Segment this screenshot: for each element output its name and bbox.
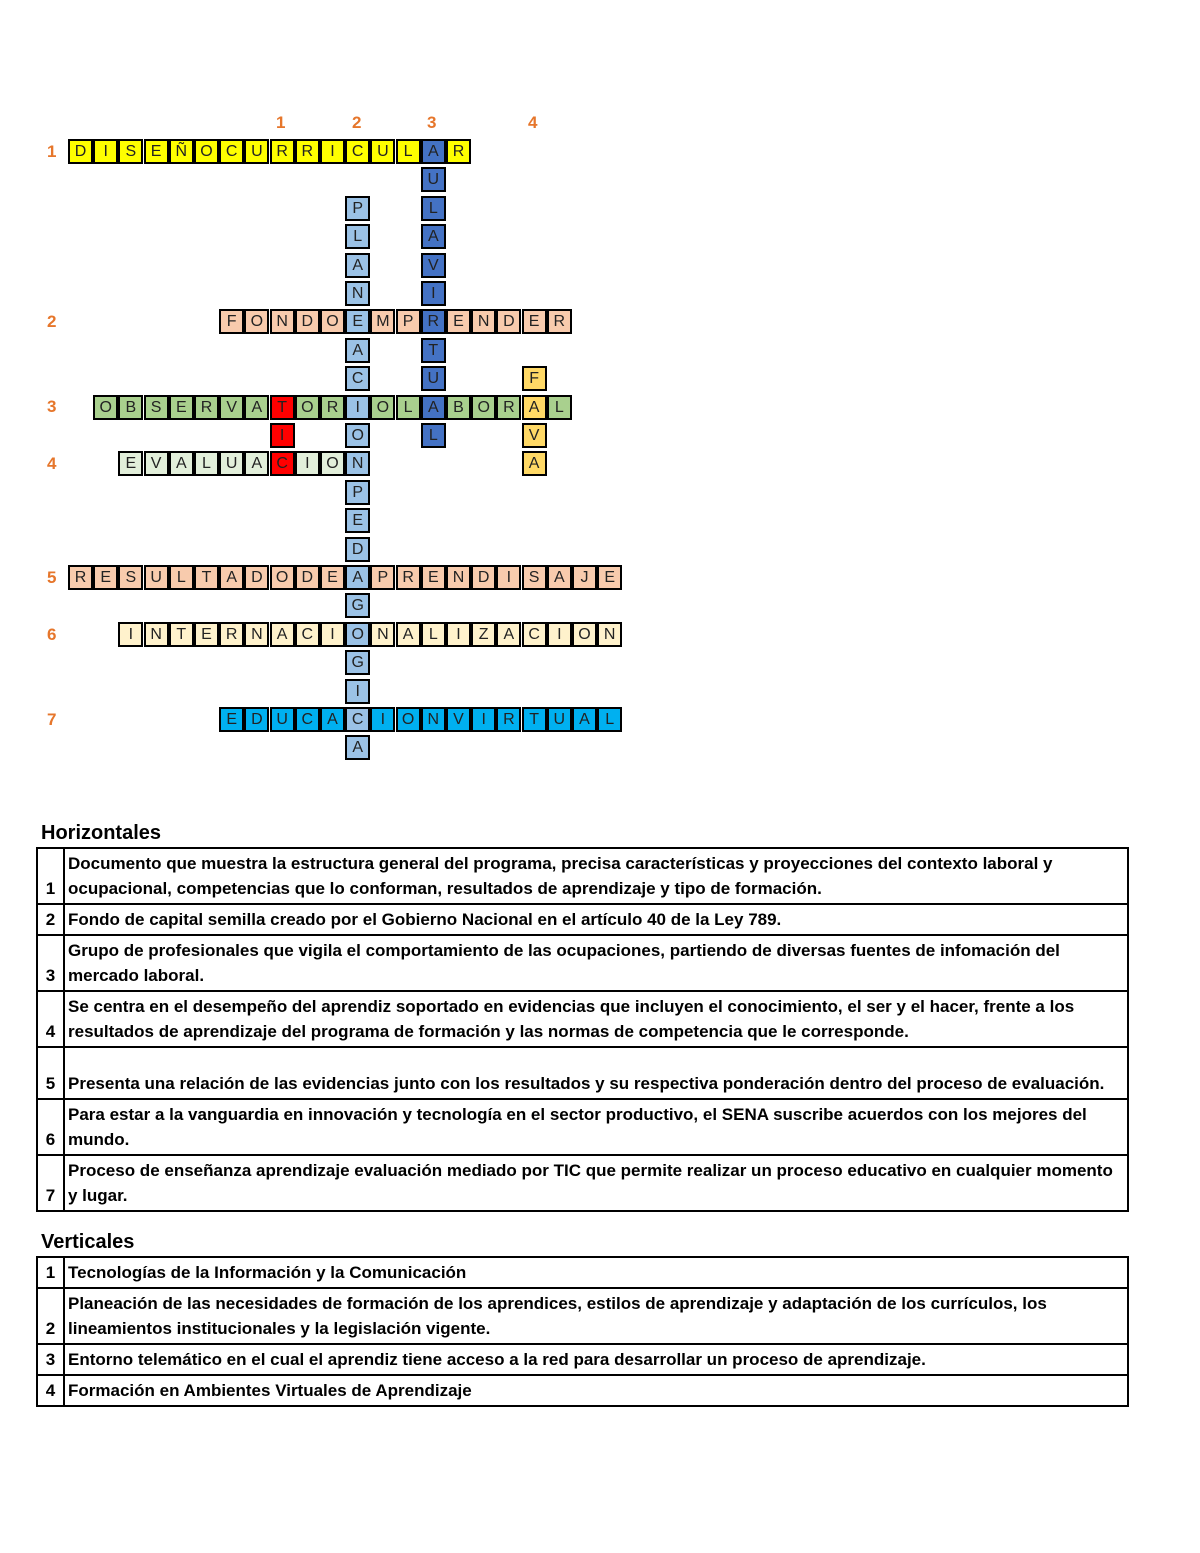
crossword-cell-v3: A <box>421 395 446 420</box>
crossword-cell-v2: E <box>345 508 370 533</box>
crossword-cell-v3: L <box>421 423 446 448</box>
row-number-6: 6 <box>47 625 57 644</box>
crossword-cell-h6: C <box>522 622 547 647</box>
clue-row <box>37 935 1128 991</box>
crossword-cell-h5: P <box>370 565 395 590</box>
clue-row <box>37 1257 1128 1288</box>
crossword-cell-v2: A <box>345 735 370 760</box>
crossword-cell-h4: L <box>194 451 219 476</box>
crossword-cell-h7: U <box>547 707 572 732</box>
crossword-cell-v2: I <box>345 395 370 420</box>
crossword-cell-h1: U <box>244 139 269 164</box>
crossword-cell-v2: N <box>345 451 370 476</box>
clue-text: Planeación de las necesidades de formación de los aprendices, estilos de aprendizaje y adaptación de los currículos, los lineamientos institucionales y la legislación vigente. <box>64 1288 1128 1344</box>
crossword-cell-h3: O <box>93 395 118 420</box>
clue-row <box>37 991 1128 1047</box>
verticales-table <box>36 1256 1129 1407</box>
crossword-cell-v3: U <box>421 366 446 391</box>
crossword-cell-v3: U <box>421 167 446 192</box>
crossword-cell-v4: V <box>522 423 547 448</box>
crossword-cell-v1: T <box>270 395 295 420</box>
crossword-cell-h6: L <box>421 622 446 647</box>
crossword-cell-h2: D <box>496 309 521 334</box>
crossword-cell-h6: N <box>597 622 622 647</box>
crossword-cell-h7: L <box>597 707 622 732</box>
crossword-cell-h1: C <box>345 139 370 164</box>
crossword-cell-v2: O <box>345 622 370 647</box>
crossword-cell-v3: T <box>421 338 446 363</box>
clue-text: Presenta una relación de las evidencias junto con los resultados y su respectiva ponderación dentro del proceso de evaluación. <box>64 1047 1128 1099</box>
clue-text: Fondo de capital semilla creado por el Gobierno Nacional en el artículo 40 de la Ley 789. <box>64 904 1128 935</box>
clue-text: Formación en Ambientes Virtuales de Aprendizaje <box>64 1375 1128 1406</box>
crossword-cell-h5: I <box>496 565 521 590</box>
crossword-cell-h5: D <box>471 565 496 590</box>
crossword-cell-h6: I <box>547 622 572 647</box>
row-number-3: 3 <box>47 397 57 416</box>
crossword-cell-h5: L <box>169 565 194 590</box>
crossword-cell-v1: C <box>270 451 295 476</box>
crossword-cell-h6: N <box>144 622 169 647</box>
crossword-cell-h2: O <box>320 309 345 334</box>
clue-row <box>37 1047 1128 1099</box>
col-number-4: 4 <box>528 113 538 132</box>
horizontales-title: Horizontales <box>41 822 162 844</box>
crossword-cell-v3: V <box>421 253 446 278</box>
col-number-1: 1 <box>276 113 286 132</box>
crossword-cell-h7: V <box>446 707 471 732</box>
crossword-cell-h1: R <box>270 139 295 164</box>
crossword-cell-v1: I <box>270 423 295 448</box>
crossword-cell-h3: R <box>496 395 521 420</box>
clue-number: 1 <box>37 1257 64 1288</box>
crossword-cell-h4: O <box>320 451 345 476</box>
crossword-cell-h1: R <box>446 139 471 164</box>
clue-row <box>37 1288 1128 1344</box>
clue-text: Tecnologías de la Información y la Comunicación <box>64 1257 1128 1288</box>
crossword-cell-h5: A <box>219 565 244 590</box>
col-number-3: 3 <box>427 113 437 132</box>
crossword-cell-h1: I <box>320 139 345 164</box>
clue-number: 3 <box>37 1344 64 1375</box>
crossword-cell-v3: A <box>421 139 446 164</box>
crossword-cell-h2: E <box>522 309 547 334</box>
crossword-cell-h4: I <box>295 451 320 476</box>
crossword-cell-h1: R <box>295 139 320 164</box>
clue-number: 2 <box>37 1288 64 1344</box>
crossword-cell-h1: I <box>93 139 118 164</box>
clue-number: 4 <box>37 991 64 1047</box>
crossword-cell-h5: O <box>270 565 295 590</box>
clue-text: Entorno telemático en el cual el aprendiz tiene acceso a la red para desarrollar un proceso de aprendizaje. <box>64 1344 1128 1375</box>
col-number-2: 2 <box>352 113 362 132</box>
crossword-cell-v2: I <box>345 679 370 704</box>
crossword-cell-h3: R <box>320 395 345 420</box>
crossword-cell-h7: D <box>244 707 269 732</box>
crossword-cell-h7: R <box>496 707 521 732</box>
crossword-cell-h5: R <box>68 565 93 590</box>
crossword-cell-h3: B <box>446 395 471 420</box>
crossword-cell-h5: D <box>295 565 320 590</box>
clue-text: Se centra en el desempeño del aprendiz soportado en evidencias que incluyen el conocimiento, el ser y el hacer, frente a los resultados de aprendizaje del programa de formación y las normas de competencia que le corresponde. <box>64 991 1128 1047</box>
row-number-2: 2 <box>47 312 57 331</box>
clue-row <box>37 1344 1128 1375</box>
crossword-cell-h5: E <box>93 565 118 590</box>
row-number-5: 5 <box>47 568 57 587</box>
crossword-cell-h3: L <box>396 395 421 420</box>
crossword-cell-h5: E <box>597 565 622 590</box>
crossword-cell-v2: C <box>345 707 370 732</box>
crossword-cell-h7: U <box>270 707 295 732</box>
crossword-cell-h5: A <box>547 565 572 590</box>
crossword-cell-v2: A <box>345 253 370 278</box>
crossword-cell-v3: A <box>421 224 446 249</box>
clue-number: 5 <box>37 1047 64 1099</box>
crossword-cell-h5: S <box>118 565 143 590</box>
crossword-cell-h7: O <box>396 707 421 732</box>
crossword-cell-v3: R <box>421 309 446 334</box>
clue-text: Documento que muestra la estructura general del programa, precisa características y proyecciones del contexto laboral y ocupacional, competencias que lo conforman, resultados de aprendizaje y tipo de formación. <box>64 848 1128 904</box>
crossword-cell-h3: A <box>244 395 269 420</box>
clue-number: 3 <box>37 935 64 991</box>
crossword-cell-h5: E <box>320 565 345 590</box>
crossword-cell-h3: O <box>471 395 496 420</box>
crossword-cell-h6: A <box>270 622 295 647</box>
crossword-cell-v3: I <box>421 281 446 306</box>
clue-number: 4 <box>37 1375 64 1406</box>
crossword-cell-v3: L <box>421 196 446 221</box>
crossword-cell-v4: A <box>522 395 547 420</box>
clue-text: Grupo de profesionales que vigila el comportamiento de las ocupaciones, partiendo de diversas fuentes de infomación del mercado laboral. <box>64 935 1128 991</box>
row-number-1: 1 <box>47 142 57 161</box>
crossword-cell-h4: V <box>144 451 169 476</box>
crossword-cell-h4: A <box>244 451 269 476</box>
crossword-cell-v2: O <box>345 423 370 448</box>
crossword-cell-h7: E <box>219 707 244 732</box>
clue-text: Para estar a la vanguardia en innovación y tecnología en el sector productivo, el SENA suscribe acuerdos con los mejores del mundo. <box>64 1099 1128 1155</box>
crossword-cell-h4: A <box>169 451 194 476</box>
crossword-cell-h7: T <box>522 707 547 732</box>
crossword-cell-h7: N <box>421 707 446 732</box>
crossword-cell-v2: C <box>345 366 370 391</box>
clue-row <box>37 848 1128 904</box>
crossword-cell-v2: P <box>345 480 370 505</box>
crossword-cell-v2: P <box>345 196 370 221</box>
row-number-7: 7 <box>47 710 57 729</box>
crossword-cell-h6: E <box>194 622 219 647</box>
crossword-cell-h5: D <box>244 565 269 590</box>
crossword-cell-h1: Ñ <box>169 139 194 164</box>
crossword-cell-h2: M <box>370 309 395 334</box>
crossword-cell-v2: G <box>345 650 370 675</box>
crossword-cell-h3: S <box>144 395 169 420</box>
clue-text: Proceso de enseñanza aprendizaje evaluación mediado por TIC que permite realizar un proceso educativo en cualquier momento y lugar. <box>64 1155 1128 1211</box>
crossword-cell-h1: O <box>194 139 219 164</box>
crossword-cell-h6: A <box>396 622 421 647</box>
crossword-cell-h6: Z <box>471 622 496 647</box>
crossword-cell-h2: N <box>471 309 496 334</box>
clue-number: 2 <box>37 904 64 935</box>
row-number-4: 4 <box>47 454 57 473</box>
crossword-cell-h6: T <box>169 622 194 647</box>
clue-number: 6 <box>37 1099 64 1155</box>
crossword-cell-h6: I <box>118 622 143 647</box>
clue-number: 7 <box>37 1155 64 1211</box>
crossword-cell-h1: E <box>144 139 169 164</box>
crossword-cell-v4: F <box>522 366 547 391</box>
crossword-cell-h5: S <box>522 565 547 590</box>
crossword-cell-h3: O <box>295 395 320 420</box>
crossword-cell-h7: A <box>320 707 345 732</box>
crossword-cell-h5: J <box>572 565 597 590</box>
crossword-cell-h3: L <box>547 395 572 420</box>
crossword-cell-h2: D <box>295 309 320 334</box>
crossword-cell-h1: D <box>68 139 93 164</box>
crossword-cell-v2: E <box>345 309 370 334</box>
crossword-cell-h2: E <box>446 309 471 334</box>
crossword-cell-h4: E <box>118 451 143 476</box>
crossword-cell-h7: C <box>295 707 320 732</box>
crossword-cell-h7: I <box>471 707 496 732</box>
crossword-cell-h5: U <box>144 565 169 590</box>
crossword-cell-h1: S <box>118 139 143 164</box>
crossword-cell-v2: A <box>345 565 370 590</box>
clue-row <box>37 904 1128 935</box>
clue-row <box>37 1099 1128 1155</box>
crossword-cell-h6: N <box>244 622 269 647</box>
verticales-title: Verticales <box>41 1231 135 1253</box>
crossword-cell-h2: N <box>270 309 295 334</box>
crossword-cell-v2: A <box>345 338 370 363</box>
clue-row <box>37 1375 1128 1406</box>
crossword-cell-h3: O <box>370 395 395 420</box>
crossword-cell-v4: A <box>522 451 547 476</box>
crossword-cell-h6: R <box>219 622 244 647</box>
crossword-cell-h3: R <box>194 395 219 420</box>
crossword-cell-h2: O <box>244 309 269 334</box>
crossword-cell-v2: G <box>345 593 370 618</box>
crossword-cell-h5: T <box>194 565 219 590</box>
horizontales-table <box>36 847 1129 1212</box>
crossword-cell-h6: C <box>295 622 320 647</box>
crossword-cell-h5: E <box>421 565 446 590</box>
crossword-cell-h7: A <box>572 707 597 732</box>
crossword-cell-h2: F <box>219 309 244 334</box>
crossword-cell-v2: N <box>345 281 370 306</box>
clue-number: 1 <box>37 848 64 904</box>
crossword-cell-h3: V <box>219 395 244 420</box>
crossword-cell-h6: I <box>320 622 345 647</box>
crossword-cell-h1: C <box>219 139 244 164</box>
crossword-cell-h2: P <box>396 309 421 334</box>
crossword-cell-h6: I <box>446 622 471 647</box>
clue-row <box>37 1155 1128 1211</box>
crossword-cell-h6: N <box>370 622 395 647</box>
crossword-cell-h6: A <box>496 622 521 647</box>
crossword-cell-h4: U <box>219 451 244 476</box>
crossword-cell-h1: L <box>396 139 421 164</box>
crossword-cell-h5: N <box>446 565 471 590</box>
crossword-cell-v2: D <box>345 537 370 562</box>
crossword-cell-v2: L <box>345 224 370 249</box>
crossword-cell-h6: O <box>572 622 597 647</box>
crossword-cell-h5: R <box>396 565 421 590</box>
crossword-cell-h3: B <box>118 395 143 420</box>
crossword-cell-h7: I <box>370 707 395 732</box>
crossword-cell-h1: U <box>370 139 395 164</box>
crossword-cell-h2: R <box>547 309 572 334</box>
crossword-cell-h3: E <box>169 395 194 420</box>
